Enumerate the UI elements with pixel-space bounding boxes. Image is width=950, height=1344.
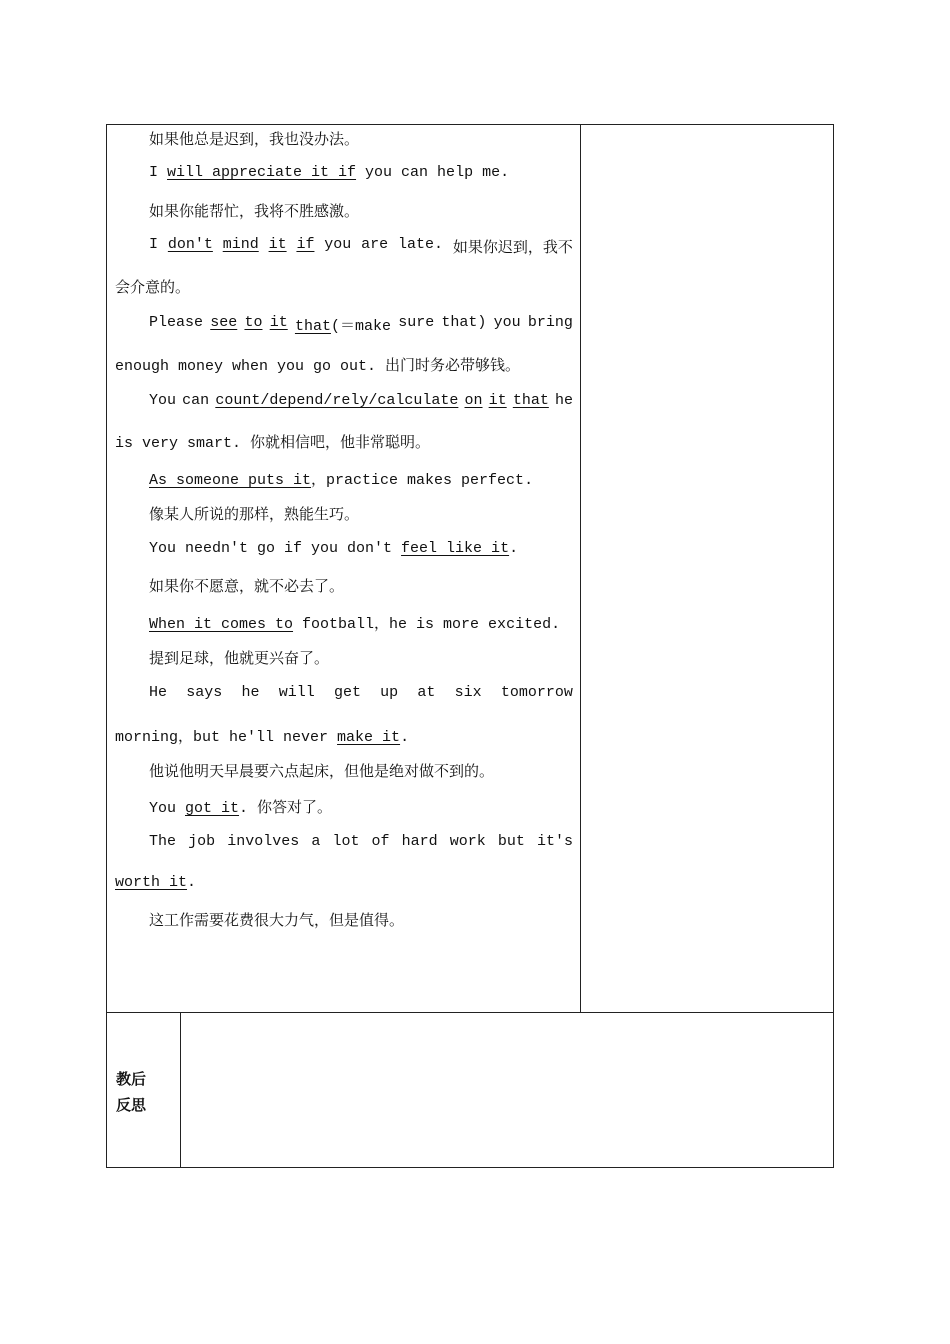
- word: get: [333, 684, 361, 701]
- word: [513, 392, 549, 409]
- word: [223, 236, 259, 257]
- word: [270, 314, 288, 335]
- word: says: [186, 684, 223, 701]
- word: are: [361, 236, 389, 253]
- word: bring: [527, 314, 573, 331]
- word: [296, 236, 314, 257]
- lesson-line: 像某人所说的那样，熟能生巧。: [149, 507, 360, 524]
- word: late.: [398, 236, 444, 253]
- underlined-phrase: As someone puts it: [149, 472, 312, 489]
- word: Please: [149, 314, 204, 331]
- word: work: [449, 833, 486, 850]
- lesson-line: 如果你不愿意，就不必去了。: [149, 579, 345, 596]
- underlined-phrase: that: [294, 318, 331, 335]
- lesson-line: 如果他总是迟到，我也没办法。: [149, 132, 360, 149]
- word: [215, 392, 458, 409]
- underlined-phrase: will appreciate it if: [167, 164, 357, 181]
- lesson-line: worth it.: [115, 874, 197, 891]
- reflection-label-divider: [180, 1012, 181, 1168]
- word: I: [149, 236, 159, 253]
- word: at: [417, 684, 436, 701]
- underlined-phrase: it: [488, 392, 507, 409]
- word: [465, 392, 483, 409]
- word: that(＝make: [294, 318, 391, 335]
- word: can: [182, 392, 210, 409]
- lesson-line: You needn't go if you don't feel like it.: [149, 540, 519, 557]
- underlined-phrase: mind: [222, 236, 259, 253]
- word: up: [380, 684, 399, 701]
- word: six: [454, 684, 482, 701]
- lesson-line: enough money when you go out. 出门时务必带够钱。: [115, 358, 521, 375]
- lesson-line: [149, 314, 573, 335]
- underlined-phrase: on: [464, 392, 483, 409]
- word: The: [149, 833, 177, 850]
- word: that): [441, 314, 487, 331]
- lesson-line: [149, 392, 573, 409]
- lesson-line: 他说他明天早晨要六点起床，但他是绝对做不到的。: [149, 764, 495, 781]
- lesson-line: 会介意的。: [115, 280, 191, 297]
- word: [269, 236, 287, 257]
- lesson-line: 如果你能帮忙，我将不胜感激。: [149, 204, 360, 221]
- lesson-line: When it comes to football，he is more excited.: [149, 616, 561, 633]
- word: [210, 314, 237, 335]
- word: hard: [401, 833, 438, 850]
- lesson-line: You got it. 你答对了。: [149, 800, 333, 817]
- word: but: [497, 833, 525, 850]
- word: job: [188, 833, 216, 850]
- table-upper-cell: [106, 124, 834, 1013]
- word: a: [311, 833, 321, 850]
- word: it's: [536, 833, 573, 850]
- word: you: [493, 314, 521, 331]
- lesson-line: is very smart. 你就相信吧，他非常聪明。: [115, 435, 431, 452]
- word: sure: [398, 314, 435, 331]
- underlined-phrase: to: [244, 314, 263, 331]
- table-reflection-row: [106, 1012, 834, 1168]
- underlined-phrase: make it: [337, 729, 401, 746]
- lesson-line: morning，but he'll never make it.: [115, 729, 410, 746]
- reflection-label-line1: 教后: [116, 1070, 147, 1088]
- lesson-line: [149, 833, 573, 850]
- lesson-line: 这工作需要花费很大力气，但是值得。: [149, 913, 405, 930]
- word: you: [324, 236, 352, 253]
- word: [168, 236, 213, 257]
- word: [489, 392, 507, 409]
- underlined-phrase: worth it: [115, 874, 188, 891]
- underlined-phrase: got it: [185, 800, 240, 817]
- underlined-phrase: feel like it: [401, 540, 510, 557]
- underlined-phrase: it: [268, 236, 287, 253]
- lesson-line: [149, 236, 573, 257]
- lesson-line: I will appreciate it if you can help me.: [149, 164, 510, 181]
- underlined-phrase: don't: [167, 236, 213, 253]
- lesson-line: [149, 684, 573, 701]
- underlined-phrase: if: [296, 236, 315, 253]
- lesson-line: 提到足球，他就更兴奋了。: [149, 651, 330, 668]
- underlined-phrase: When it comes to: [149, 616, 294, 633]
- underlined-phrase: count/depend/rely/calculate: [215, 392, 459, 409]
- lesson-line: As someone puts it，practice makes perfect.: [149, 472, 534, 489]
- word: You: [149, 392, 177, 409]
- word: tomorrow: [500, 684, 573, 701]
- underlined-phrase: see: [210, 314, 238, 331]
- word: 如果你迟到，我不: [452, 240, 573, 257]
- underlined-phrase: it: [269, 314, 288, 331]
- underlined-phrase: that: [512, 392, 549, 409]
- word: involves: [227, 833, 300, 850]
- word: lot: [332, 833, 360, 850]
- word: of: [371, 833, 390, 850]
- word: He: [149, 684, 168, 701]
- word: he: [554, 392, 573, 409]
- word: will: [278, 684, 315, 701]
- column-divider: [580, 124, 581, 1013]
- reflection-label: [116, 1066, 146, 1118]
- reflection-label-line2: 反思: [116, 1096, 147, 1114]
- word: he: [241, 684, 260, 701]
- word: [244, 314, 262, 335]
